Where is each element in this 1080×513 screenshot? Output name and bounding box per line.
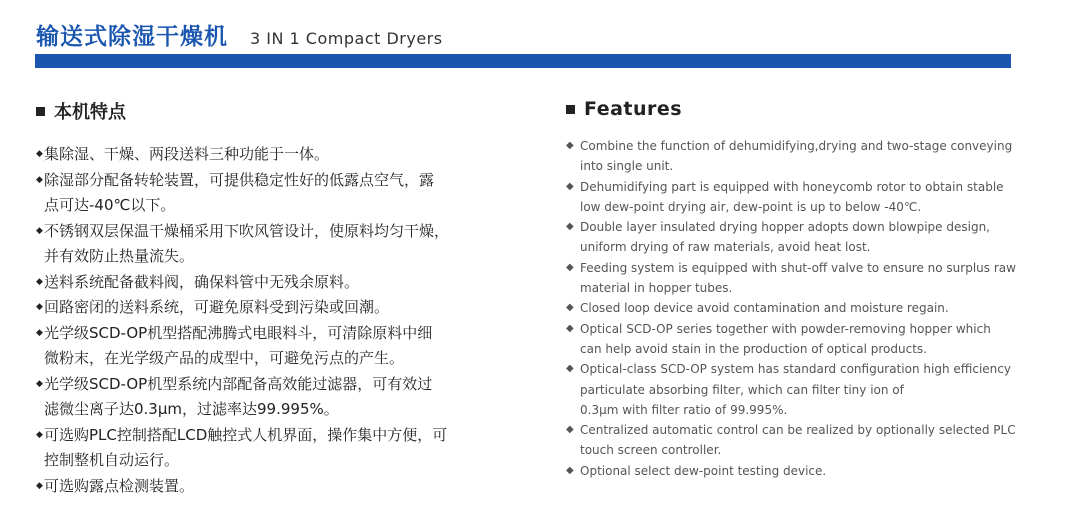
list-item bbox=[566, 258, 1016, 299]
list-item bbox=[566, 461, 1016, 481]
list-item-line: 0.3μm with filter ratio of 99.995%. bbox=[580, 402, 788, 417]
list-item bbox=[36, 219, 506, 270]
header-divider-bar bbox=[35, 54, 1011, 68]
list-item-line: 光学级SCD-OP机型搭配沸腾式电眼料斗，可清除原料中细 bbox=[44, 323, 433, 342]
features-en-section bbox=[566, 98, 1016, 481]
list-item-line: low dew-point drying air, dew-point is up to below -40℃. bbox=[580, 199, 922, 214]
list-item bbox=[566, 136, 1016, 177]
list-item bbox=[36, 474, 506, 500]
list-item-line: Feeding system is equipped with shut-off valve to ensure no surplus raw bbox=[580, 260, 1016, 275]
list-item-line: 光学级SCD-OP机型系统内部配备高效能过滤器，可有效过 bbox=[44, 374, 433, 393]
list-item bbox=[36, 372, 506, 423]
list-item-line: Optical SCD-OP series together with powder-removing hopper which bbox=[580, 321, 991, 336]
diamond-bullet-icon: ◆ bbox=[566, 322, 574, 334]
diamond-bullet-icon: ◆ bbox=[36, 429, 43, 440]
list-item-line: 滤微尘离子达0.3μm，过滤率达99.995%。 bbox=[44, 400, 339, 418]
diamond-bullet-icon: ◆ bbox=[36, 327, 43, 338]
diamond-bullet-icon: ◆ bbox=[566, 261, 574, 273]
list-item-line: 微粉末，在光学级产品的成型中，可避免污点的产生。 bbox=[44, 349, 405, 367]
diamond-bullet-icon: ◆ bbox=[566, 140, 574, 151]
list-item-line: material in hopper tubes. bbox=[580, 281, 733, 296]
list-item-line: 可选购露点检测装置。 bbox=[44, 476, 195, 495]
list-item-line: can help avoid stain in the production of optical products. bbox=[580, 341, 927, 356]
list-item-line: Centralized automatic control can be realized by optionally selected PLC bbox=[580, 423, 1016, 438]
list-item bbox=[566, 217, 1016, 258]
square-bullet-icon bbox=[566, 105, 575, 114]
diamond-bullet-icon: ◆ bbox=[566, 363, 574, 375]
page-title-en: 3 IN 1 Compact Dryers bbox=[250, 29, 443, 48]
list-item bbox=[566, 298, 1016, 318]
diamond-bullet-icon: ◆ bbox=[36, 276, 43, 287]
diamond-bullet-icon: ◆ bbox=[566, 302, 574, 314]
diamond-bullet-icon: ◆ bbox=[36, 480, 43, 491]
list-item-line: Double layer insulated drying hopper adopts down blowpipe design, bbox=[580, 220, 990, 235]
list-item bbox=[36, 295, 506, 321]
list-item-line: touch screen controller. bbox=[580, 443, 722, 458]
diamond-bullet-icon: ◆ bbox=[566, 424, 574, 436]
diamond-bullet-icon: ◆ bbox=[36, 225, 43, 236]
section-heading-en-text: Features bbox=[584, 98, 683, 120]
list-item bbox=[36, 321, 506, 372]
list-item-line: into single unit. bbox=[580, 159, 674, 174]
list-item-line: uniform drying of raw materials, avoid heat lost. bbox=[580, 240, 871, 255]
list-item-line: 控制整机自动运行。 bbox=[44, 451, 180, 469]
diamond-bullet-icon: ◆ bbox=[36, 302, 43, 312]
features-en-list bbox=[566, 136, 1016, 481]
list-item bbox=[36, 423, 506, 474]
list-item bbox=[36, 270, 506, 296]
list-item-line: Optical-class SCD-OP system has standard configuration high efficiency bbox=[580, 362, 1011, 377]
list-item bbox=[36, 168, 506, 219]
diamond-bullet-icon: ◆ bbox=[36, 149, 43, 159]
list-item-line: 回路密闭的送料系统，可避免原料受到污染或回潮。 bbox=[44, 298, 390, 316]
section-heading-cn-text: 本机特点 bbox=[54, 102, 126, 123]
list-item-line: 除湿部分配备转轮装置，可提供稳定性好的低露点空气，露 bbox=[44, 170, 435, 189]
list-item-line: 不锈钢双层保温干燥桶采用下吹风管设计，使原料均匀干燥， bbox=[44, 221, 450, 240]
list-item-line: particulate absorbing filter, which can filter tiny ion of bbox=[580, 382, 904, 397]
section-heading-cn bbox=[36, 98, 506, 124]
list-item-line: 点可达-40℃以下。 bbox=[44, 196, 176, 214]
list-item bbox=[566, 420, 1016, 461]
page-header bbox=[36, 18, 443, 52]
list-item-line: Optional select dew-point testing device. bbox=[580, 463, 827, 478]
section-heading-en bbox=[566, 98, 1016, 120]
list-item-line: 可选购PLC控制搭配LCD触控式人机界面，操作集中方便，可 bbox=[44, 425, 448, 444]
list-item-line: Combine the function of dehumidifying,drying and two-stage conveying bbox=[580, 139, 1013, 153]
list-item-line: 送料系统配备截料阀，确保料管中无残余原料。 bbox=[44, 272, 360, 291]
diamond-bullet-icon: ◆ bbox=[566, 180, 574, 192]
list-item-line: Dehumidifying part is equipped with honeycomb rotor to obtain stable bbox=[580, 179, 1004, 194]
list-item bbox=[566, 177, 1016, 218]
list-item-line: 集除湿、干燥、两段送料三种功能于一体。 bbox=[44, 145, 330, 163]
diamond-bullet-icon: ◆ bbox=[36, 378, 43, 389]
diamond-bullet-icon: ◆ bbox=[36, 174, 43, 185]
features-cn-section bbox=[36, 98, 506, 499]
diamond-bullet-icon: ◆ bbox=[566, 221, 574, 233]
list-item-line: Closed loop device avoid contamination and moisture regain. bbox=[580, 301, 949, 316]
list-item bbox=[36, 142, 506, 168]
list-item-line: 并有效防止热量流失。 bbox=[44, 247, 195, 265]
square-bullet-icon bbox=[36, 107, 45, 116]
features-cn-list bbox=[36, 142, 506, 499]
diamond-bullet-icon: ◆ bbox=[566, 464, 574, 476]
list-item bbox=[566, 319, 1016, 360]
page-title-cn: 输送式除湿干燥机 bbox=[36, 24, 228, 50]
list-item bbox=[566, 359, 1016, 420]
